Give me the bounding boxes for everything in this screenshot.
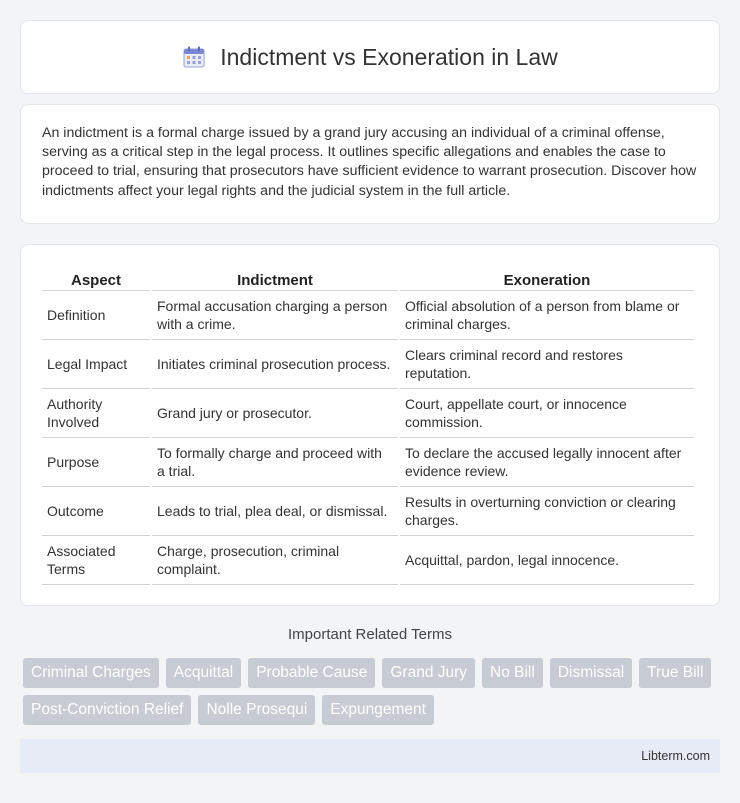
- related-terms-list: [23, 658, 723, 725]
- exoneration-cell: To declare the accused legally innocent after evidence review.: [400, 438, 694, 487]
- related-term-tag[interactable]: Criminal Charges: [23, 658, 159, 688]
- intro-text: An indictment is a formal charge issued by a grand jury accusing an individual of a criminal offense, serving as a critical step in the legal process. It outlines specific allegations and enables the case to proceed to trial, ensuring that prosecutors have sufficient evidence to warrant prosecution. Discover how indictments affect your legal rights and the judicial system in the full article.: [42, 125, 697, 199]
- related-term-tag[interactable]: Grand Jury: [382, 658, 475, 688]
- page-title: Indictment vs Exoneration in Law: [220, 43, 558, 70]
- intro-card: [20, 104, 720, 224]
- indictment-cell: Initiates criminal prosecution process.: [152, 340, 398, 389]
- related-term-tag[interactable]: Post-Conviction Relief: [23, 695, 191, 725]
- exoneration-cell: Clears criminal record and restores reputation.: [400, 340, 694, 389]
- header-aspect: Aspect: [42, 265, 150, 291]
- exoneration-cell: Acquittal, pardon, legal innocence.: [400, 536, 694, 585]
- footer: [20, 739, 720, 773]
- header-card: [20, 20, 720, 94]
- related-terms-title: Important Related Terms: [288, 626, 452, 643]
- indictment-cell: Leads to trial, plea deal, or dismissal.: [152, 487, 398, 536]
- table-header-row: [42, 265, 694, 291]
- header-indictment: Indictment: [152, 265, 398, 291]
- aspect-cell: Purpose: [42, 438, 150, 487]
- comparison-card: [20, 244, 720, 606]
- table-row: [42, 438, 694, 487]
- related-term-tag[interactable]: Dismissal: [550, 658, 632, 688]
- exoneration-cell: Results in overturning conviction or clearing charges.: [400, 487, 694, 536]
- indictment-cell: To formally charge and proceed with a trial.: [152, 438, 398, 487]
- comparison-table: [40, 265, 696, 585]
- exoneration-cell: Court, appellate court, or innocence commission.: [400, 389, 694, 438]
- aspect-cell: Associated Terms: [42, 536, 150, 585]
- aspect-cell: Outcome: [42, 487, 150, 536]
- indictment-cell: Formal accusation charging a person with a crime.: [152, 291, 398, 340]
- aspect-cell: Definition: [42, 291, 150, 340]
- table-row: [42, 340, 694, 389]
- related-term-tag[interactable]: Acquittal: [166, 658, 241, 688]
- related-term-tag[interactable]: No Bill: [482, 658, 543, 688]
- indictment-cell: Grand jury or prosecutor.: [152, 389, 398, 438]
- table-row: [42, 536, 694, 585]
- related-term-tag[interactable]: Probable Cause: [248, 658, 375, 688]
- header-exoneration: Exoneration: [400, 265, 694, 291]
- aspect-cell: Legal Impact: [42, 340, 150, 389]
- footer-site-link[interactable]: Libterm.com: [641, 749, 710, 763]
- exoneration-cell: Official absolution of a person from blame or criminal charges.: [400, 291, 694, 340]
- table-row: [42, 487, 694, 536]
- indictment-cell: Charge, prosecution, criminal complaint.: [152, 536, 398, 585]
- aspect-cell: Authority Involved: [42, 389, 150, 438]
- calendar-icon: [182, 45, 206, 69]
- related-term-tag[interactable]: True Bill: [639, 658, 711, 688]
- table-row: [42, 389, 694, 438]
- related-term-tag[interactable]: Nolle Prosequi: [198, 695, 315, 725]
- related-term-tag[interactable]: Expungement: [322, 695, 434, 725]
- table-row: [42, 291, 694, 340]
